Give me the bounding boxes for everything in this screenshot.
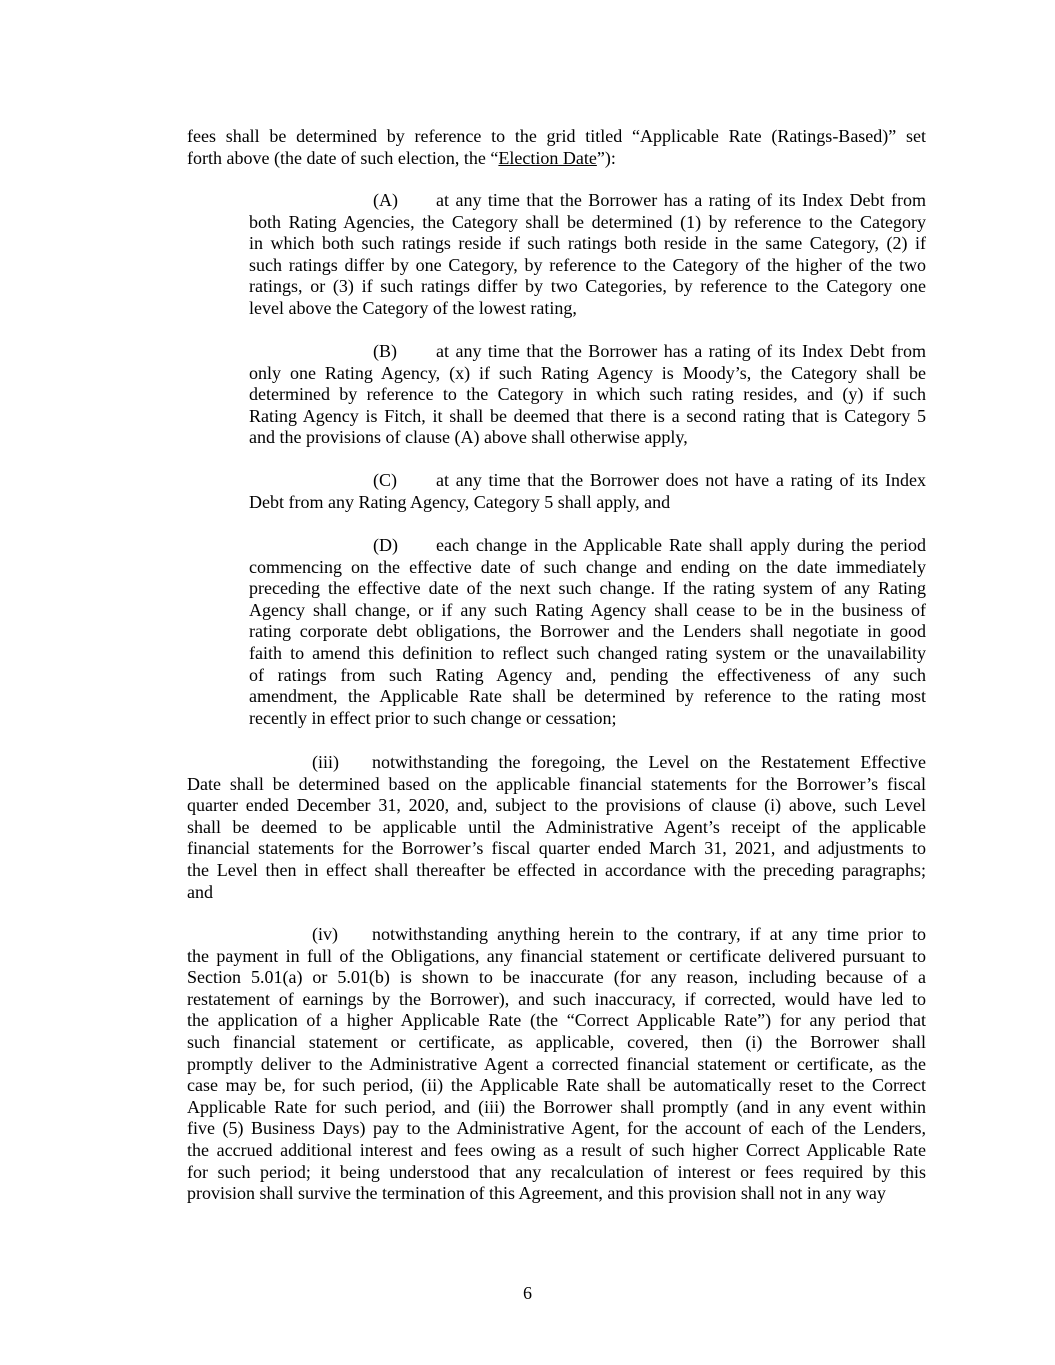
text-line: commencing on the effective date of such change and ending on the date immediately — [249, 556, 926, 577]
text-line: such financial statement or certificate, as applicable, covered, then (i) the Borrower shall — [187, 1031, 926, 1052]
text-line: the application of a higher Applicable Rate (the “Correct Applicable Rate”) for any period that — [187, 1010, 926, 1031]
text-line: ratings, or (3) if such ratings differ by two Categories, by reference to the Category one — [249, 276, 926, 297]
clause-paragraph — [249, 470, 926, 513]
text-line: the payment in full of the Obligations, any financial statement or certificate delivered pursuant to — [187, 945, 926, 966]
clause-label: (iv) — [312, 924, 338, 944]
clause-paragraph — [249, 535, 926, 729]
text-line: five (5) Business Days) pay to the Administrative Agent, for the account of each of the Lenders, — [187, 1118, 926, 1139]
text-segment: ”): — [596, 147, 616, 168]
text-line: fees shall be determined by reference to the grid titled “Applicable Rate (Ratings-Based)” set — [187, 126, 926, 146]
clause-label: (iii) — [312, 752, 339, 772]
text-line: quarter ended December 31, 2020, and, subject to the provisions of clause (i) above, such Level — [187, 795, 926, 816]
text-line: rating corporate debt obligations, the Borrower and the Lenders shall negotiate in good — [249, 621, 926, 642]
text-line: restatement of earnings by the Borrower), and such inaccuracy, if corrected, would have led to — [187, 988, 926, 1009]
defined-term-election-date: Election Date — [498, 147, 597, 168]
clause-paragraph — [249, 341, 926, 449]
text-line: Debt from any Rating Agency, Category 5 shall apply, and — [249, 491, 671, 512]
text-line — [249, 535, 926, 557]
text-line: amendment, the Applicable Rate shall be determined by reference to the rating most — [249, 686, 926, 707]
text-line: recently in effect prior to such change or cessation; — [249, 707, 617, 728]
text-line: determined by reference to the Category in which such rating resides, and (y) if such — [249, 384, 926, 405]
text-line: and the provisions of clause (A) above shall otherwise apply, — [249, 427, 688, 448]
text-line: Rating Agency is Fitch, it shall be deemed that there is a second rating that is Category 5 — [249, 405, 926, 426]
text-line: of ratings from such Rating Agency and, pending the effectiveness of any such — [249, 664, 926, 685]
text-line: shall be deemed to be applicable until the Administrative Agent’s receipt of the applicable — [187, 816, 926, 837]
text-segment: notwithstanding the foregoing, the Level on the Restatement Effective — [372, 752, 926, 772]
text-line — [187, 924, 926, 946]
clause-label: (A) — [373, 190, 398, 210]
text-line: preceding the effective date of the next such change. If the rating system of any Rating — [249, 578, 926, 599]
text-line: Section 5.01(a) or 5.01(b) is shown to be inaccurate (for any reason, including because of a — [187, 967, 926, 988]
clause-paragraph — [187, 924, 926, 1205]
text-line: the accrued additional interest and fees owing as a result of such higher Correct Applicable Rate — [187, 1139, 926, 1160]
text-segment: at any time that the Borrower does not have a rating of its Index — [436, 470, 926, 490]
page-number: 6 — [523, 1283, 532, 1303]
text-line — [249, 341, 926, 363]
text-line: both Rating Agencies, the Category shall be determined (1) by reference to the Category — [249, 211, 926, 232]
text-line: such ratings differ by one Category, by reference to the Category of the higher of the two — [249, 254, 926, 275]
text-line: Applicable Rate for such period, and (iii) the Borrower shall promptly (and in any event within — [187, 1096, 926, 1117]
text-segment: forth above (the date of such election, the “ — [187, 147, 499, 168]
text-line — [249, 190, 926, 212]
text-line: promptly deliver to the Administrative Agent a corrected financial statement or certificate, as the — [187, 1053, 926, 1074]
text-line: level above the Category of the lowest rating, — [249, 297, 577, 318]
text-line — [187, 148, 926, 170]
clause-label: (C) — [373, 470, 397, 490]
text-line: the Level then in effect shall thereafter be effected in accordance with the preceding paragraphs; — [187, 859, 926, 880]
clause-label: (B) — [373, 341, 397, 361]
text-segment: each change in the Applicable Rate shall apply during the period — [436, 535, 926, 555]
text-line: only one Rating Agency, (x) if such Rating Agency is Moody’s, the Category shall be — [249, 362, 926, 383]
text-line: Agency shall change, or if any such Rating Agency shall cease to be in the business of — [249, 599, 926, 620]
text-line: faith to amend this definition to reflect such changed rating system or the unavailability — [249, 642, 926, 663]
text-segment: at any time that the Borrower has a rating of its Index Debt from — [436, 190, 926, 210]
intro-paragraph — [187, 126, 926, 169]
text-line: provision shall survive the termination of this Agreement, and this provision shall not in any way — [187, 1183, 886, 1204]
text-line: financial statements for the Borrower’s fiscal quarter ended March 31, 2021, and adjustments to — [187, 838, 926, 859]
text-line: case may be, for such period, (ii) the Applicable Rate shall be automatically reset to the Correct — [187, 1075, 926, 1096]
clause-label: (D) — [373, 535, 398, 555]
text-segment: notwithstanding anything herein to the contrary, if at any time prior to — [372, 924, 926, 944]
text-line — [187, 752, 926, 774]
text-line: Date shall be determined based on the applicable financial statements for the Borrower’s fiscal — [187, 773, 926, 794]
clause-paragraph — [187, 752, 926, 903]
text-line: in which both such ratings reside if such ratings both reside in the same Category, (2) if — [249, 233, 926, 254]
text-line: for such period; it being understood that any recalculation of interest or fees required by this — [187, 1161, 926, 1182]
text-line: and — [187, 881, 213, 902]
text-line — [249, 470, 926, 492]
clause-paragraph — [249, 190, 926, 320]
text-segment: at any time that the Borrower has a rating of its Index Debt from — [436, 341, 926, 361]
